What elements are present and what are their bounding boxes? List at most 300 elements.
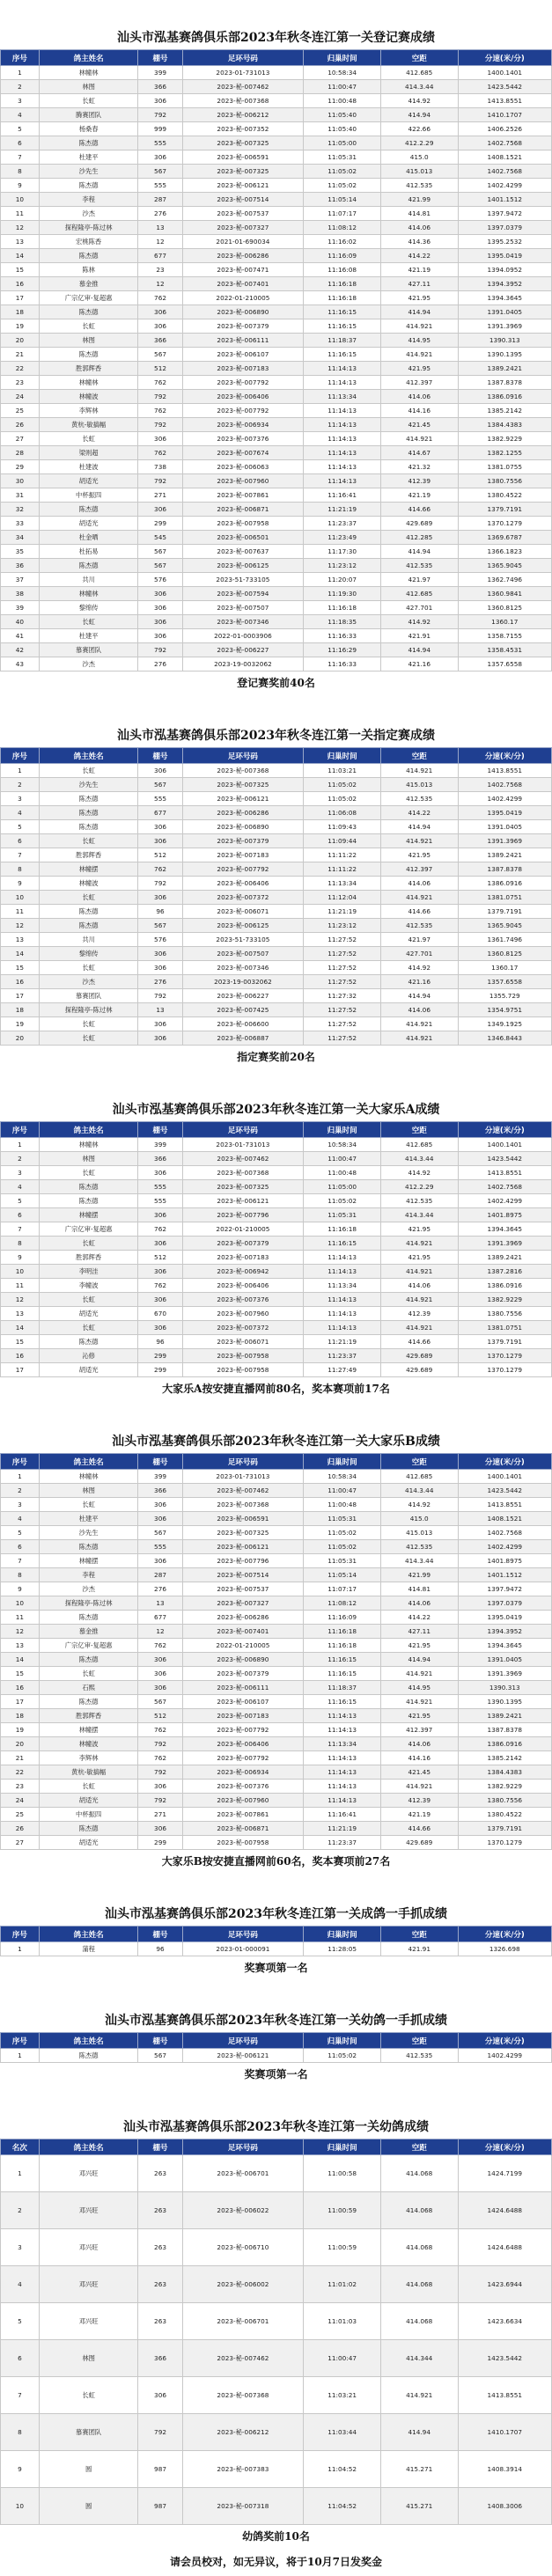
table-cell: 414.94 (380, 820, 458, 834)
table-cell: 2023-19-0032062 (182, 975, 304, 989)
table-cell: 762 (138, 1279, 182, 1293)
table-cell: 263 (138, 2266, 182, 2303)
table-cell: 306 (138, 1780, 182, 1794)
header-row (1, 50, 552, 66)
table-cell: 林幢摆 (39, 862, 138, 877)
table-cell: 1 (1, 2049, 40, 2063)
table-cell: 414.921 (380, 432, 458, 446)
table-cell: 12 (138, 235, 182, 249)
table-row (1, 657, 552, 672)
table-cell: 陈杰德 (39, 1822, 138, 1836)
table-cell: 2023-秘-007958 (182, 1363, 304, 1377)
table-cell: 412.535 (380, 559, 458, 573)
table-cell: 沙先生 (39, 1526, 138, 1540)
table-cell: 1382.9229 (458, 1293, 551, 1307)
table-cell: 18 (1, 1003, 40, 1017)
table-cell: 10 (1, 891, 40, 905)
table-cell: 306 (138, 2377, 182, 2414)
table-cell: 2023-秘-007183 (182, 1251, 304, 1265)
table-cell: 胜郭辉香 (39, 848, 138, 862)
table-cell: 306 (138, 305, 182, 319)
table-cell: 长虹 (39, 319, 138, 334)
table-cell: 2023-秘-007368 (182, 1498, 304, 1512)
table-cell: 林幢波 (39, 1737, 138, 1751)
table-row (1, 404, 552, 418)
table-cell: 2023-秘-007401 (182, 1625, 304, 1639)
table-cell: 2022-01-0003906 (182, 629, 304, 643)
table-cell: 412.535 (380, 919, 458, 933)
table-row (1, 862, 552, 877)
table-cell: 1410.1707 (458, 2414, 551, 2451)
table-row (1, 1180, 552, 1194)
table-cell: 11:16:15 (304, 348, 381, 362)
table-cell: 1384.4383 (458, 418, 551, 432)
table-cell: 2023-秘-006227 (182, 643, 304, 657)
table-cell: 1382.9229 (458, 1780, 551, 1794)
table-cell: 11:27:52 (304, 1017, 381, 1031)
table-cell: 11:00:59 (304, 2229, 381, 2266)
table-cell: 2023-秘-007325 (182, 136, 304, 150)
table-cell: 412.397 (380, 376, 458, 390)
table-cell: 1 (1, 1942, 40, 1956)
section-note: 指定赛奖前20名 (237, 1051, 315, 1063)
table-cell: 1402.7568 (458, 136, 551, 150)
table-cell: 1380.7556 (458, 1307, 551, 1321)
table-cell: 762 (138, 862, 182, 877)
table-row (1, 348, 552, 362)
header-row (1, 2139, 552, 2155)
table-cell: 胡适光 (39, 1794, 138, 1808)
table-cell: 762 (138, 1639, 182, 1653)
table-cell: 李程 (39, 193, 138, 207)
table-cell: 299 (138, 517, 182, 531)
table-cell: 27 (1, 432, 40, 446)
table-cell: 陈杰德 (39, 136, 138, 150)
table-row (1, 1751, 552, 1765)
table-row (1, 1808, 552, 1822)
table-cell: 306 (138, 820, 182, 834)
table-cell: 1381.0755 (458, 460, 551, 474)
table-cell: 1386.0916 (458, 1279, 551, 1293)
table-cell: 421.95 (380, 362, 458, 376)
table-cell: 17 (1, 291, 40, 305)
table-cell: 中杯振四 (39, 488, 138, 503)
table-cell: 1400.1401 (458, 1470, 551, 1484)
table-cell: 11:05:02 (304, 165, 381, 179)
column-header: 分速(米/分) (458, 50, 551, 66)
table-cell: 1400.1401 (458, 1138, 551, 1152)
table-cell: 1391.0405 (458, 1653, 551, 1667)
table-cell: 探程隆亭-陈过林 (39, 221, 138, 235)
table-row (1, 975, 552, 989)
table-cell: 9 (1, 1582, 40, 1596)
column-header: 鸽主姓名 (39, 50, 138, 66)
table-cell: 2023-秘-007960 (182, 1307, 304, 1321)
table-row (1, 517, 552, 531)
column-header: 足环号码 (182, 1454, 304, 1470)
table-cell: 11:14:13 (304, 1723, 381, 1737)
table-cell: 2023-秘-006121 (182, 1540, 304, 1554)
table-cell: 1395.0419 (458, 806, 551, 820)
table-row (1, 319, 552, 334)
table-cell: 林图 (39, 334, 138, 348)
column-header: 归巢时间 (304, 748, 381, 764)
table-cell: 263 (138, 2229, 182, 2266)
table-cell: 19 (1, 1723, 40, 1737)
table-row (1, 474, 552, 488)
table-cell: 414.22 (380, 1611, 458, 1625)
column-header: 空距 (380, 50, 458, 66)
table-cell: 412.2.29 (380, 136, 458, 150)
table-cell: 414.94 (380, 643, 458, 657)
table-cell: 2023-秘-007792 (182, 1751, 304, 1765)
table-cell: 5 (1, 2303, 40, 2340)
table-cell: 11:00:47 (304, 2340, 381, 2377)
table-cell: 李辉林 (39, 404, 138, 418)
table-cell: 2023-秘-007792 (182, 862, 304, 877)
table-cell: 414.921 (380, 1321, 458, 1335)
column-header: 棚号 (138, 1926, 182, 1942)
table-cell: 11:13:34 (304, 1279, 381, 1293)
table-cell: 414.3.44 (380, 1484, 458, 1498)
table-cell: 399 (138, 1138, 182, 1152)
table-cell: 长虹 (39, 961, 138, 975)
table-cell: 1401.1512 (458, 193, 551, 207)
table-cell: 414.068 (380, 2266, 458, 2303)
table-cell: 陈杰德 (39, 2049, 138, 2063)
table-cell: 427.11 (380, 277, 458, 291)
table-cell: 11:14:13 (304, 1307, 381, 1321)
table-cell: 555 (138, 1180, 182, 1194)
table-cell: 2023-秘-007674 (182, 446, 304, 460)
table-cell: 1357.6558 (458, 657, 551, 672)
table-cell: 677 (138, 1611, 182, 1625)
table-cell: 1379.7191 (458, 1335, 551, 1349)
table-cell: 4 (1, 806, 40, 820)
table-cell: 421.19 (380, 1808, 458, 1822)
table-cell: 2023-秘-007376 (182, 1780, 304, 1794)
table-cell: 陈杰德 (39, 1653, 138, 1667)
table-cell: 杜建平 (39, 1512, 138, 1526)
table-cell: 2023-51-733105 (182, 573, 304, 587)
table-cell: 576 (138, 933, 182, 947)
table-cell: 792 (138, 1737, 182, 1751)
table-cell: 2023-秘-007425 (182, 1003, 304, 1017)
table-cell: 李程 (39, 1568, 138, 1582)
table-cell: 11:16:33 (304, 657, 381, 672)
table-cell: 414.068 (380, 2155, 458, 2192)
table-cell: 23 (1, 376, 40, 390)
table-cell: 2 (1, 80, 40, 94)
table-cell: 7 (1, 1554, 40, 1568)
table-cell: 2023-秘-007594 (182, 587, 304, 601)
table-cell: 1413.8551 (458, 94, 551, 108)
table-row (1, 1737, 552, 1751)
table-cell: 长虹 (39, 1031, 138, 1046)
table-cell: 414.3.44 (380, 1554, 458, 1568)
table-cell: 杜金晒 (39, 531, 138, 545)
table-cell: 414.92 (380, 1166, 458, 1180)
table-cell: 中杯振四 (39, 1808, 138, 1822)
table-cell: 2 (1, 2192, 40, 2229)
table-cell: 412.685 (380, 66, 458, 80)
table-cell: 5 (1, 1526, 40, 1540)
table-row (1, 1554, 552, 1568)
table-cell: 10 (1, 193, 40, 207)
table-cell: 2023-秘-007368 (182, 2377, 304, 2414)
table-cell: 412.535 (380, 792, 458, 806)
table-cell: 1423.6634 (458, 2303, 551, 2340)
table-cell: 12 (1, 1293, 40, 1307)
table-cell: 杜建平 (39, 150, 138, 165)
table-row (1, 488, 552, 503)
results-table (0, 1926, 552, 1956)
table-cell: 林图 (39, 1484, 138, 1498)
table-cell: 299 (138, 1363, 182, 1377)
table-cell: 2023-秘-007537 (182, 207, 304, 221)
table-cell: 广宗亿审-复超惠 (39, 1639, 138, 1653)
table-cell: 陈杰德 (39, 905, 138, 919)
table-cell: 11:05:14 (304, 193, 381, 207)
table-cell: 414.06 (380, 221, 458, 235)
table-cell: 35 (1, 545, 40, 559)
table-cell: 1423.5442 (458, 2340, 551, 2377)
table-row (1, 1765, 552, 1780)
table-row (1, 531, 552, 545)
table-cell: 1380.4522 (458, 488, 551, 503)
table-cell: 11:18:37 (304, 1681, 381, 1695)
table-cell: 1349.1925 (458, 1017, 551, 1031)
section-title: 汕头市泓基赛鸽俱乐部2023年秋冬连江第一关指定赛成绩 (117, 729, 435, 743)
table-cell: 15 (1, 1335, 40, 1349)
table-cell: 11:16:15 (304, 1695, 381, 1709)
table-cell: 探程隆亭-陈过林 (39, 1596, 138, 1611)
table-cell: 陈杰德 (39, 249, 138, 263)
table-cell: 广宗亿审-复超惠 (39, 291, 138, 305)
table-row (1, 1942, 552, 1956)
table-cell: 11:05:31 (304, 1512, 381, 1526)
table-cell: 5 (1, 820, 40, 834)
table-cell: 6 (1, 1208, 40, 1222)
table-row (1, 2377, 552, 2414)
table-cell: 421.16 (380, 657, 458, 672)
table-cell: 陈杰德 (39, 503, 138, 517)
column-header: 归巢时间 (304, 1454, 381, 1470)
table-cell: 1382.1255 (458, 446, 551, 460)
table-cell: 1366.1823 (458, 545, 551, 559)
table-cell: 梁则超 (39, 446, 138, 460)
table-cell: 11:18:35 (304, 615, 381, 629)
table-row (1, 1681, 552, 1695)
table-cell: 415.271 (380, 2451, 458, 2488)
table-cell: 邓兴旺 (39, 2266, 138, 2303)
table-row (1, 806, 552, 820)
table-cell: 421.95 (380, 1251, 458, 1265)
table-cell: 1423.5442 (458, 1484, 551, 1498)
table-cell: 555 (138, 1194, 182, 1208)
table-cell: 长虹 (39, 94, 138, 108)
header-row (1, 2033, 552, 2049)
table-row (1, 1709, 552, 1723)
table-cell: 762 (138, 446, 182, 460)
table-row (1, 1138, 552, 1152)
table-row (1, 1625, 552, 1639)
table-cell: 421.91 (380, 1942, 458, 1956)
table-row (1, 848, 552, 862)
table-cell: 1400.1401 (458, 66, 551, 80)
table-row (1, 2451, 552, 2488)
table-cell: 12 (1, 1625, 40, 1639)
table-cell: 414.95 (380, 334, 458, 348)
section-title: 汕头市泓基赛鸽俱乐部2023年秋冬连江第一关大家乐A成绩 (112, 1103, 440, 1117)
table-cell: 6 (1, 1540, 40, 1554)
column-header: 分速(米/分) (458, 1454, 551, 1470)
table-cell: 1397.9472 (458, 207, 551, 221)
table-cell: 1387.8378 (458, 862, 551, 877)
table-cell: 306 (138, 961, 182, 975)
section-gap (0, 1400, 552, 1427)
table-cell: 2023-秘-006890 (182, 820, 304, 834)
table-row (1, 587, 552, 601)
table-cell: 421.95 (380, 1222, 458, 1237)
table-cell: 999 (138, 122, 182, 136)
table-cell: 11 (1, 905, 40, 919)
table-cell: 2023-秘-006600 (182, 1017, 304, 1031)
table-cell: 14 (1, 249, 40, 263)
table-row (1, 615, 552, 629)
table-cell: 11:08:12 (304, 221, 381, 235)
table-cell: 1406.2526 (458, 122, 551, 136)
table-row (1, 1780, 552, 1794)
table-cell: 414.921 (380, 834, 458, 848)
table-cell: 11:03:44 (304, 2414, 381, 2451)
table-cell: 黎绵传 (39, 947, 138, 961)
table-row (1, 80, 552, 94)
table-cell: 306 (138, 1554, 182, 1568)
table-row (1, 891, 552, 905)
table-cell: 306 (138, 1017, 182, 1031)
table-row (1, 1194, 552, 1208)
table-row (1, 503, 552, 517)
table-cell: 24 (1, 1794, 40, 1808)
table-cell: 蒲程 (39, 1942, 138, 1956)
table-cell: 1413.8551 (458, 1166, 551, 1180)
table-cell: 414.94 (380, 1653, 458, 1667)
table-cell: 427.11 (380, 1625, 458, 1639)
table-cell: 1389.2421 (458, 848, 551, 862)
table-cell: 杨桑春 (39, 122, 138, 136)
column-header: 归巢时间 (304, 2139, 381, 2155)
table-cell: 胜郭辉香 (39, 362, 138, 376)
table-cell: 1380.7556 (458, 1794, 551, 1808)
table-cell: 2023-秘-006121 (182, 792, 304, 806)
table-row (1, 1822, 552, 1836)
table-cell: 2023-秘-006107 (182, 1695, 304, 1709)
table-cell: 20 (1, 1737, 40, 1751)
table-cell: 2023-秘-006406 (182, 1737, 304, 1751)
table-row (1, 1484, 552, 1498)
table-cell: 1 (1, 1138, 40, 1152)
section-note: 奖赛项第一名 (244, 2068, 308, 2081)
table-cell: 555 (138, 136, 182, 150)
table-cell: 2023-秘-006701 (182, 2303, 304, 2340)
table-cell: 26 (1, 1822, 40, 1836)
table-cell: 2023-秘-007960 (182, 474, 304, 488)
table-cell: 414.92 (380, 1498, 458, 1512)
table-cell: 555 (138, 179, 182, 193)
table-cell: 陈杰德 (39, 348, 138, 362)
section-gap (0, 694, 552, 721)
table-cell: 412.535 (380, 1194, 458, 1208)
table-cell: 11:05:00 (304, 136, 381, 150)
table-cell: 2023-秘-006121 (182, 1194, 304, 1208)
column-header: 足环号码 (182, 2139, 304, 2155)
table-cell: 17 (1, 1695, 40, 1709)
table-cell: 11:16:15 (304, 1237, 381, 1251)
table-cell: 11:14:13 (304, 1321, 381, 1335)
table-cell: 林幢摆 (39, 1208, 138, 1222)
table-cell: 17 (1, 989, 40, 1003)
table-cell: 2023-秘-007796 (182, 1554, 304, 1568)
table-cell: 414.66 (380, 503, 458, 517)
table-cell: 胡适光 (39, 474, 138, 488)
table-cell: 1387.8378 (458, 376, 551, 390)
column-header: 序号 (1, 2033, 40, 2049)
table-cell: 2023-秘-007462 (182, 2340, 304, 2377)
table-cell: 11:01:02 (304, 2266, 381, 2303)
table-cell: 胜郭辉香 (39, 1709, 138, 1723)
column-header: 空距 (380, 1926, 458, 1942)
table-cell: 22 (1, 1765, 40, 1780)
table-cell: 2023-秘-006002 (182, 2266, 304, 2303)
table-cell: 邓兴旺 (39, 2192, 138, 2229)
table-cell: 11:27:52 (304, 961, 381, 975)
table-cell: 杜拓易 (39, 545, 138, 559)
table-cell: 2023-秘-007318 (182, 2488, 304, 2525)
table-cell: 421.45 (380, 1765, 458, 1780)
table-row (1, 834, 552, 848)
table-cell: 胡适光 (39, 1836, 138, 1850)
table-cell: 2023-秘-006125 (182, 919, 304, 933)
table-cell: 306 (138, 834, 182, 848)
table-cell: 23 (1, 1780, 40, 1794)
table-row (1, 2049, 552, 2063)
table-row (1, 629, 552, 643)
table-cell: 11:00:47 (304, 80, 381, 94)
table-cell: 11:13:34 (304, 877, 381, 891)
table-cell: 1358.7155 (458, 629, 551, 643)
table-cell: 2023-秘-006286 (182, 249, 304, 263)
table-cell: 306 (138, 1237, 182, 1251)
table-cell: 林图 (39, 80, 138, 94)
table-cell: 25 (1, 404, 40, 418)
table-row (1, 1540, 552, 1554)
table-row (1, 877, 552, 891)
table-cell: 1397.9472 (458, 1582, 551, 1596)
table-cell: 11:23:37 (304, 517, 381, 531)
table-cell: 2023-秘-006890 (182, 1653, 304, 1667)
table-cell: 2023-51-733105 (182, 933, 304, 947)
table-cell: 306 (138, 1667, 182, 1681)
table-cell: 11:05:40 (304, 108, 381, 122)
table-cell: 1410.1707 (458, 108, 551, 122)
table-cell: 414.94 (380, 305, 458, 319)
table-cell: 11:14:13 (304, 1293, 381, 1307)
table-cell: 2023-秘-007325 (182, 778, 304, 792)
table-cell: 1402.4299 (458, 1540, 551, 1554)
table-cell: 4 (1, 1512, 40, 1526)
table-cell: 1384.4383 (458, 1765, 551, 1780)
